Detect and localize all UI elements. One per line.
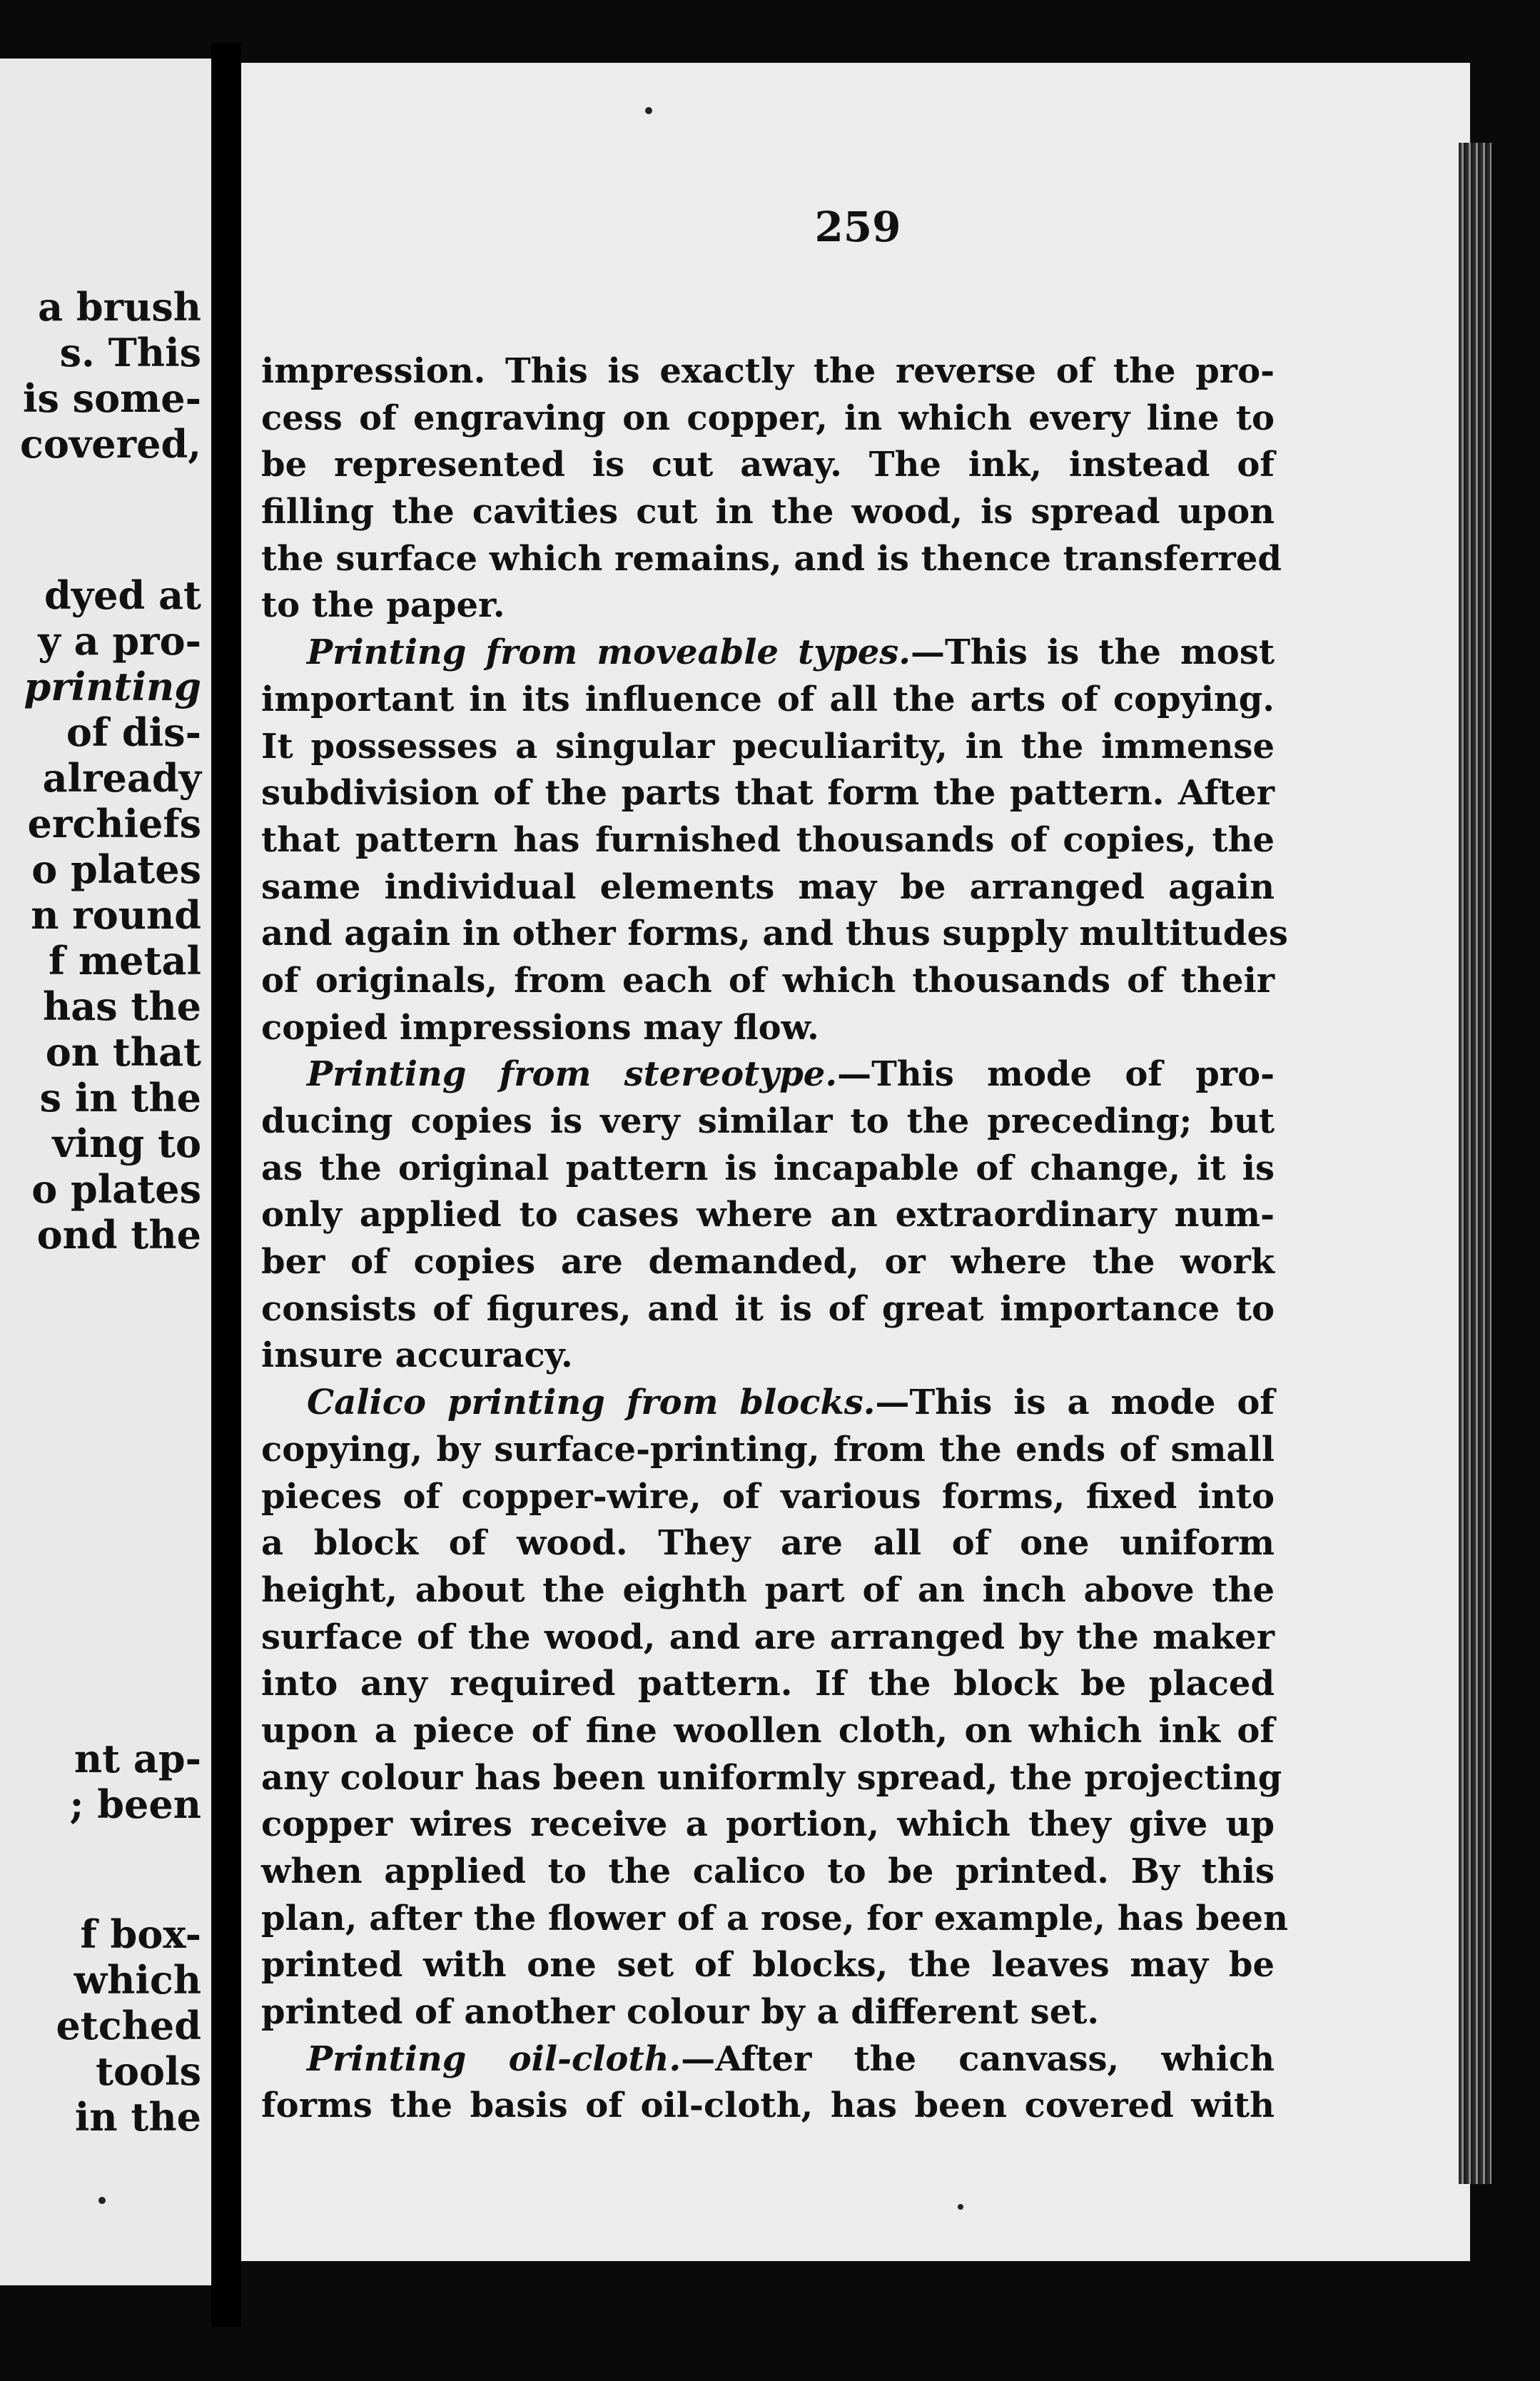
left-text-line: tools bbox=[96, 2048, 201, 2094]
text-line: copying, by surface-printing, from the ends of small bbox=[261, 1429, 1275, 1470]
text-line: same individual elements may be arranged again bbox=[261, 866, 1275, 907]
section-heading: Printing oil-cloth. bbox=[307, 2038, 682, 2079]
text-line: as the original pattern is incapable of change, it is bbox=[261, 1148, 1275, 1188]
left-text-line: on that bbox=[45, 1029, 201, 1075]
left-text-line: o plates bbox=[31, 846, 201, 892]
left-text-line: which bbox=[74, 1957, 201, 2003]
left-text-line: ving to bbox=[52, 1121, 201, 1166]
text-line: copper wires receive a portion, which they give up bbox=[261, 1804, 1275, 1845]
text-line: plan, after the flower of a rose, for example, has been bbox=[261, 1898, 1288, 1938]
left-text-line: s. This bbox=[59, 330, 201, 375]
left-text-line: n round bbox=[31, 892, 201, 938]
left-text-line: already bbox=[42, 755, 201, 801]
left-text-line: covered, bbox=[20, 421, 201, 467]
left-text-line: has the bbox=[42, 984, 201, 1029]
left-text-line: dyed at bbox=[44, 572, 201, 618]
text-fragment: —This mode of pro- bbox=[837, 1054, 1275, 1095]
printer-mark-dot bbox=[98, 2197, 106, 2204]
left-text-line bbox=[66, 711, 201, 754]
text-line: copied impressions may flow. bbox=[261, 1007, 819, 1048]
text-line: be represented is cut away. The ink, instead of bbox=[261, 445, 1275, 485]
paragraph bbox=[261, 630, 1288, 1051]
text-line: to the paper. bbox=[261, 585, 505, 626]
text-fragment: —After the canvass, which bbox=[681, 2038, 1275, 2079]
printer-mark-dot bbox=[645, 107, 652, 114]
body-text bbox=[261, 348, 1288, 2130]
page-number: 259 bbox=[814, 203, 901, 251]
page-edge bbox=[1459, 143, 1491, 2184]
text-line bbox=[261, 1380, 1275, 1427]
text-line: that pattern has furnished thousands of copies, the bbox=[261, 819, 1275, 860]
text-line: filling the cavities cut in the wood, is spread upon bbox=[261, 492, 1275, 532]
text-line: when applied to the calico to be printed. By this bbox=[261, 1851, 1275, 1891]
paragraph bbox=[261, 1051, 1275, 1380]
text-line bbox=[261, 2036, 1275, 2083]
paragraph bbox=[261, 348, 1282, 630]
text-line: printed of another colour by a different set. bbox=[261, 1992, 1100, 2033]
text-line: the surface which remains, and is thence transferred bbox=[261, 538, 1282, 579]
text-fragment: —This is the most bbox=[910, 632, 1275, 673]
text-line: insure accuracy. bbox=[261, 1335, 573, 1376]
left-text-line: f metal bbox=[49, 938, 201, 984]
left-text-line: ; been bbox=[69, 1781, 201, 1827]
left-text-line: in the bbox=[74, 2094, 201, 2140]
text-line: ber of copies are demanded, or where the work bbox=[261, 1242, 1275, 1283]
text-line bbox=[261, 1051, 1275, 1098]
left-text-line: etched bbox=[56, 2003, 201, 2048]
text-line: only applied to cases where an extraordinary num- bbox=[261, 1195, 1275, 1235]
text-line: consists of figures, and it is of great importance to bbox=[261, 1288, 1275, 1329]
text-line: cess of engraving on copper, in which every line to bbox=[261, 398, 1275, 438]
left-text-line: is some- bbox=[22, 375, 201, 421]
section-heading: Printing from stereotype. bbox=[307, 1054, 838, 1095]
text-line: ducing copies is very similar to the preceding; but bbox=[261, 1101, 1275, 1141]
text-line: a block of wood. They are all of one uniform bbox=[261, 1523, 1275, 1564]
left-text-line: y a pro- bbox=[38, 618, 201, 664]
book-gutter bbox=[211, 43, 241, 2327]
paragraph bbox=[261, 1380, 1288, 2036]
text-line: upon a piece of fine woollen cloth, on which ink of bbox=[261, 1710, 1275, 1751]
left-text-line: ond the bbox=[36, 1212, 201, 1258]
left-text-fragment: of dis- bbox=[66, 709, 201, 755]
left-text-line: f box- bbox=[80, 1911, 201, 1957]
text-line: and again in other forms, and thus supply multitudes bbox=[261, 914, 1288, 954]
left-text-line: nt ap- bbox=[74, 1736, 201, 1781]
text-line: printed with one set of blocks, the leaves may be bbox=[261, 1945, 1275, 1986]
right-page bbox=[241, 63, 1470, 2261]
left-text-line: o plates bbox=[31, 1166, 201, 1212]
text-line: any colour has been uniformly spread, the projecting bbox=[261, 1757, 1282, 1798]
text-line: surface of the wood, and are arranged by the maker bbox=[261, 1617, 1275, 1657]
text-line: into any required pattern. If the block be placed bbox=[261, 1664, 1275, 1704]
text-line bbox=[261, 630, 1275, 677]
text-line: forms the basis of oil-cloth, has been covered with bbox=[261, 2086, 1275, 2126]
text-line: of originals, from each of which thousands of their bbox=[261, 960, 1275, 1001]
text-fragment: —This is a mode of bbox=[875, 1382, 1275, 1423]
left-text-line: printing bbox=[24, 664, 201, 709]
text-line: important in its influence of all the arts of copying. bbox=[261, 679, 1275, 719]
section-heading: Calico printing from blocks. bbox=[307, 1382, 876, 1423]
paragraph bbox=[261, 2036, 1275, 2130]
left-text-line: s in the bbox=[39, 1075, 201, 1121]
printer-mark-dot bbox=[958, 2204, 963, 2210]
left-text-line: erchiefs bbox=[27, 801, 201, 846]
text-line: It possesses a singular peculiarity, in the immense bbox=[261, 726, 1275, 767]
left-text-line: a brush bbox=[38, 284, 201, 330]
text-line: subdivision of the parts that form the pattern. After bbox=[261, 773, 1275, 814]
text-line: height, about the eighth part of an inch above the bbox=[261, 1569, 1275, 1610]
section-heading: Printing from moveable types. bbox=[307, 632, 911, 673]
text-line: impression. This is exactly the reverse of the pro- bbox=[261, 351, 1275, 391]
text-line: pieces of copper-wire, of various forms, fixed into bbox=[261, 1476, 1275, 1517]
left-page bbox=[0, 59, 211, 2285]
